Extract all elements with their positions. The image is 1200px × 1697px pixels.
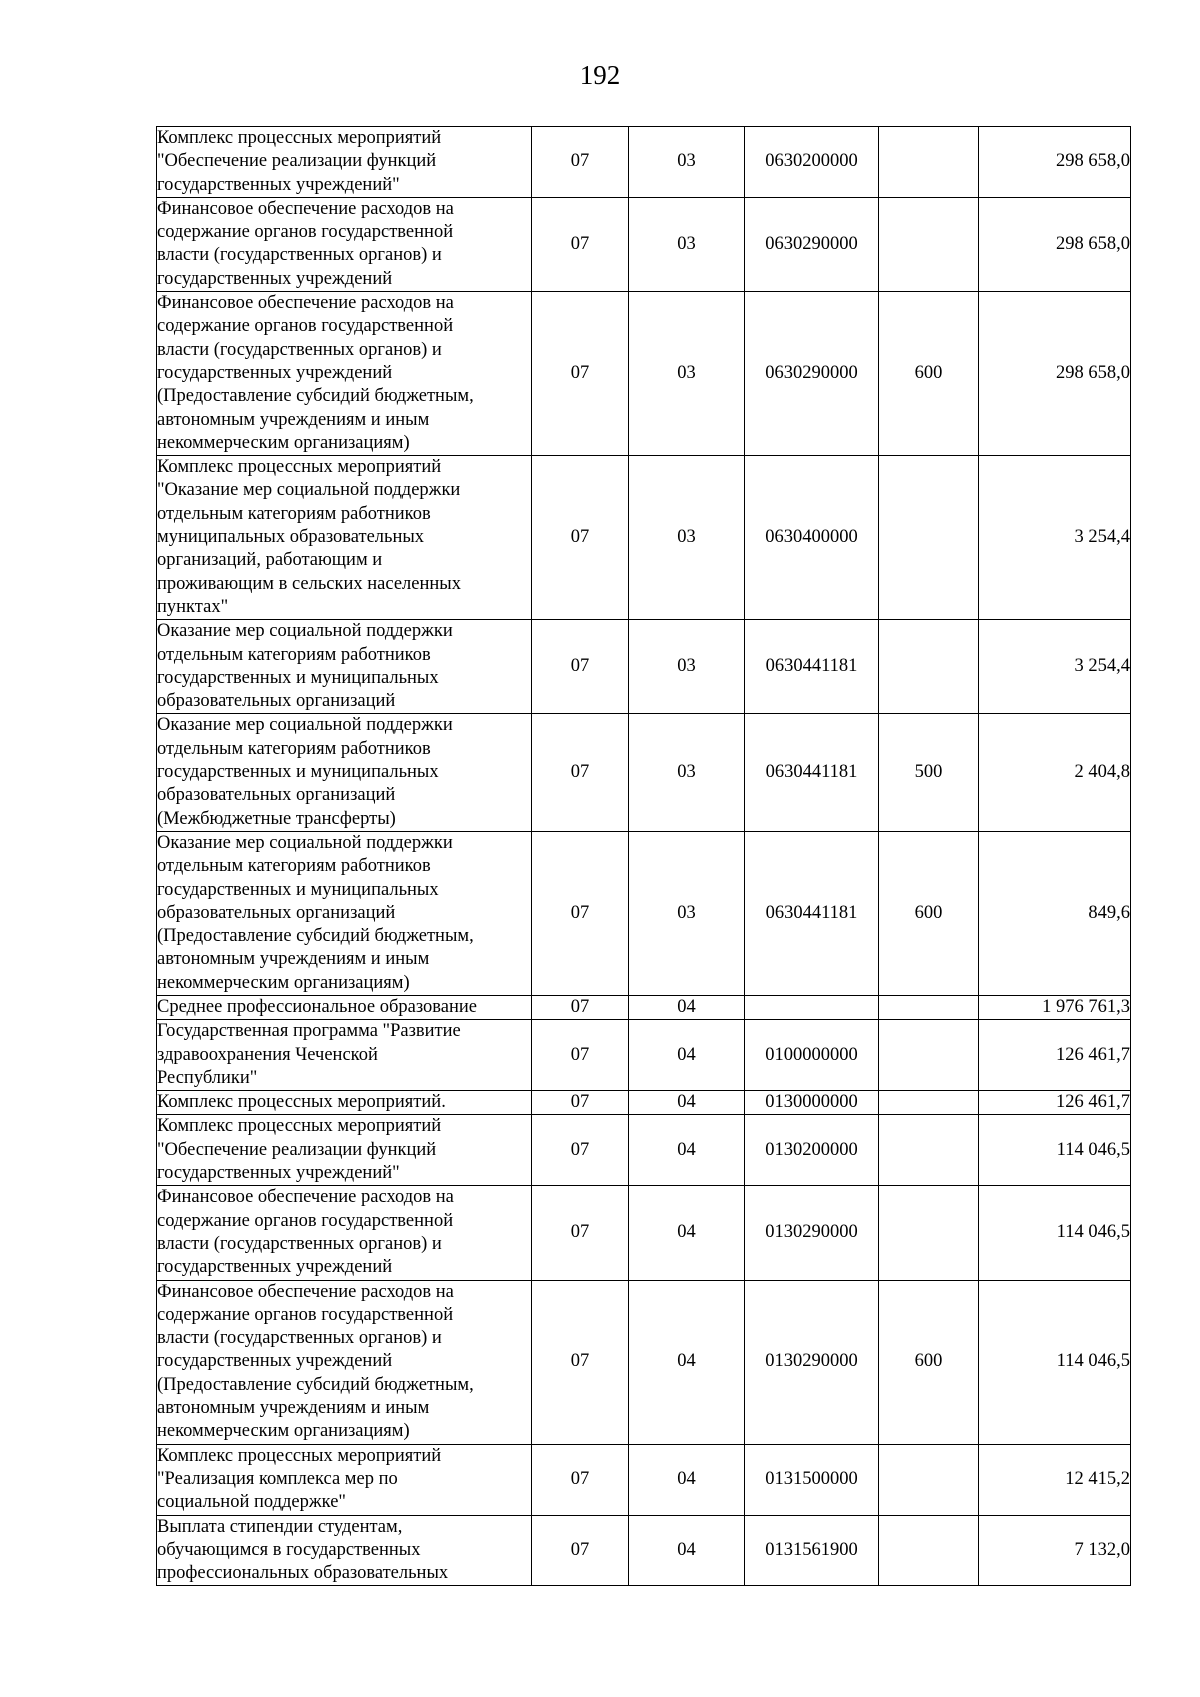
expense-name-cell bbox=[157, 1280, 532, 1444]
target-article-code: 0100000000 bbox=[745, 1020, 879, 1091]
expense-type-code bbox=[879, 1020, 979, 1091]
expense-name: Финансовое обеспечение расходов на содержание органов государственной власти (государственных органов) и государственных учреждений (Предоставление субсидий бюджетным, автономным учреждениям и иным некоммерческим организациям) bbox=[157, 1281, 474, 1442]
subsection-code: 03 bbox=[629, 831, 745, 995]
expense-type-code: 500 bbox=[879, 714, 979, 831]
expense-type-code bbox=[879, 1115, 979, 1186]
table-row bbox=[157, 1186, 1131, 1280]
expense-name: Оказание мер социальной поддержки отдельным категориям работников государственных и муниципальных образовательных организаций (Межбюджетные трансферты) bbox=[157, 715, 453, 829]
subsection-code: 04 bbox=[629, 1020, 745, 1091]
expense-type-code bbox=[879, 1515, 979, 1586]
expense-name-cell bbox=[157, 1515, 532, 1586]
subsection-code: 03 bbox=[629, 714, 745, 831]
table-row bbox=[157, 620, 1131, 714]
section-code: 07 bbox=[532, 1280, 629, 1444]
expense-name-cell bbox=[157, 714, 532, 831]
expense-name: Финансовое обеспечение расходов на содержание органов государственной власти (государственных органов) и государственных учреждений (Предоставление субсидий бюджетным, автономным учреждениям и иным некоммерческим организациям) bbox=[157, 293, 474, 453]
subsection-code: 03 bbox=[629, 197, 745, 291]
amount: 114 046,5 bbox=[979, 1115, 1131, 1186]
amount: 114 046,5 bbox=[979, 1186, 1131, 1280]
section-code: 07 bbox=[532, 127, 629, 198]
table-row bbox=[157, 1020, 1131, 1091]
target-article-code: 0130000000 bbox=[745, 1091, 879, 1115]
table-row bbox=[157, 1115, 1131, 1186]
expense-name-cell bbox=[157, 292, 532, 456]
table-row bbox=[157, 292, 1131, 456]
subsection-code: 03 bbox=[629, 127, 745, 198]
section-code: 07 bbox=[532, 1020, 629, 1091]
expense-type-code bbox=[879, 1186, 979, 1280]
subsection-code: 04 bbox=[629, 995, 745, 1019]
subsection-code: 04 bbox=[629, 1091, 745, 1115]
target-article-code: 0131500000 bbox=[745, 1444, 879, 1515]
expense-name: Комплекс процессных мероприятий "Реализация комплекса мер по социальной поддержке" bbox=[157, 1445, 442, 1513]
table-row bbox=[157, 127, 1131, 198]
section-code: 07 bbox=[532, 714, 629, 831]
amount: 298 658,0 bbox=[979, 127, 1131, 198]
target-article-code bbox=[745, 995, 879, 1019]
table-row bbox=[157, 714, 1131, 831]
expense-name-cell bbox=[157, 456, 532, 620]
section-code: 07 bbox=[532, 292, 629, 456]
budget-table bbox=[156, 126, 1131, 1586]
amount: 126 461,7 bbox=[979, 1020, 1131, 1091]
expense-type-code: 600 bbox=[879, 831, 979, 995]
expense-name-cell bbox=[157, 1186, 532, 1280]
expense-name: Государственная программа "Развитие здравоохранения Чеченской Республики" bbox=[157, 1021, 461, 1088]
target-article-code: 0630400000 bbox=[745, 456, 879, 620]
amount: 2 404,8 bbox=[979, 714, 1131, 831]
subsection-code: 04 bbox=[629, 1444, 745, 1515]
expense-name: Среднее профессиональное образование bbox=[157, 996, 477, 1017]
subsection-code: 04 bbox=[629, 1515, 745, 1586]
table-row bbox=[157, 456, 1131, 620]
table-body bbox=[157, 127, 1131, 1586]
expense-type-code: 600 bbox=[879, 292, 979, 456]
amount: 1 976 761,3 bbox=[979, 995, 1131, 1019]
section-code: 07 bbox=[532, 197, 629, 291]
section-code: 07 bbox=[532, 1444, 629, 1515]
expense-name: Финансовое обеспечение расходов на содержание органов государственной власти (государственных органов) и государственных учреждений bbox=[157, 198, 454, 289]
expense-name: Комплекс процессных мероприятий. bbox=[157, 1092, 446, 1113]
subsection-code: 04 bbox=[629, 1115, 745, 1186]
expense-name-cell bbox=[157, 1444, 532, 1515]
expense-name: Оказание мер социальной поддержки отдельным категориям работников государственных и муниципальных образовательных организаций (Предоставление субсидий бюджетным, автономным учреждениям и иным некоммерческим организациям) bbox=[157, 832, 474, 993]
table-row bbox=[157, 1444, 1131, 1515]
expense-name-cell bbox=[157, 197, 532, 291]
target-article-code: 0630441181 bbox=[745, 620, 879, 714]
target-article-code: 0131561900 bbox=[745, 1515, 879, 1586]
section-code: 07 bbox=[532, 1091, 629, 1115]
expense-type-code bbox=[879, 995, 979, 1019]
expense-name: Комплекс процессных мероприятий "Оказание мер социальной поддержки отдельным категориям работников муниципальных образовательных организаций, работающим и проживающим в сельских населенных пунктах" bbox=[157, 457, 461, 617]
amount: 7 132,0 bbox=[979, 1515, 1131, 1586]
expense-type-code bbox=[879, 1091, 979, 1115]
amount: 849,6 bbox=[979, 831, 1131, 995]
section-code: 07 bbox=[532, 620, 629, 714]
section-code: 07 bbox=[532, 1186, 629, 1280]
table-row bbox=[157, 1091, 1131, 1115]
table-row bbox=[157, 1280, 1131, 1444]
expense-name: Финансовое обеспечение расходов на содержание органов государственной власти (государственных органов) и государственных учреждений bbox=[157, 1187, 454, 1278]
expense-type-code bbox=[879, 456, 979, 620]
amount: 3 254,4 bbox=[979, 456, 1131, 620]
subsection-code: 03 bbox=[629, 456, 745, 620]
subsection-code: 03 bbox=[629, 292, 745, 456]
target-article-code: 0130290000 bbox=[745, 1186, 879, 1280]
section-code: 07 bbox=[532, 1115, 629, 1186]
expense-name: Оказание мер социальной поддержки отдельным категориям работников государственных и муниципальных образовательных организаций bbox=[157, 621, 453, 712]
expense-name-cell bbox=[157, 127, 532, 198]
subsection-code: 04 bbox=[629, 1280, 745, 1444]
expense-type-code bbox=[879, 620, 979, 714]
expense-type-code: 600 bbox=[879, 1280, 979, 1444]
amount: 126 461,7 bbox=[979, 1091, 1131, 1115]
amount: 298 658,0 bbox=[979, 292, 1131, 456]
section-code: 07 bbox=[532, 995, 629, 1019]
expense-name-cell bbox=[157, 620, 532, 714]
target-article-code: 0630441181 bbox=[745, 831, 879, 995]
table-row bbox=[157, 831, 1131, 995]
expense-name-cell bbox=[157, 1115, 532, 1186]
target-article-code: 0130200000 bbox=[745, 1115, 879, 1186]
section-code: 07 bbox=[532, 456, 629, 620]
target-article-code: 0130290000 bbox=[745, 1280, 879, 1444]
subsection-code: 04 bbox=[629, 1186, 745, 1280]
target-article-code: 0630290000 bbox=[745, 292, 879, 456]
section-code: 07 bbox=[532, 831, 629, 995]
expense-type-code bbox=[879, 127, 979, 198]
table-row bbox=[157, 995, 1131, 1019]
subsection-code: 03 bbox=[629, 620, 745, 714]
page-number: 192 bbox=[579, 60, 621, 90]
table-row bbox=[157, 197, 1131, 291]
expense-name: Комплекс процессных мероприятий "Обеспечение реализации функций государственных учреждений" bbox=[157, 1116, 442, 1184]
expense-name: Выплата стипендии студентам, обучающимся в государственных профессиональных образовательных bbox=[157, 1516, 449, 1584]
expense-type-code bbox=[879, 197, 979, 291]
expense-name-cell bbox=[157, 1020, 532, 1091]
expense-type-code bbox=[879, 1444, 979, 1515]
section-code: 07 bbox=[532, 1515, 629, 1586]
expense-name-cell bbox=[157, 1091, 532, 1115]
target-article-code: 0630200000 bbox=[745, 127, 879, 198]
amount: 3 254,4 bbox=[979, 620, 1131, 714]
amount: 12 415,2 bbox=[979, 1444, 1131, 1515]
target-article-code: 0630441181 bbox=[745, 714, 879, 831]
amount: 298 658,0 bbox=[979, 197, 1131, 291]
expense-name: Комплекс процессных мероприятий "Обеспечение реализации функций государственных учреждений" bbox=[157, 128, 442, 195]
expense-name-cell bbox=[157, 831, 532, 995]
amount: 114 046,5 bbox=[979, 1280, 1131, 1444]
target-article-code: 0630290000 bbox=[745, 197, 879, 291]
table-row bbox=[157, 1515, 1131, 1586]
expense-name-cell bbox=[157, 995, 532, 1019]
